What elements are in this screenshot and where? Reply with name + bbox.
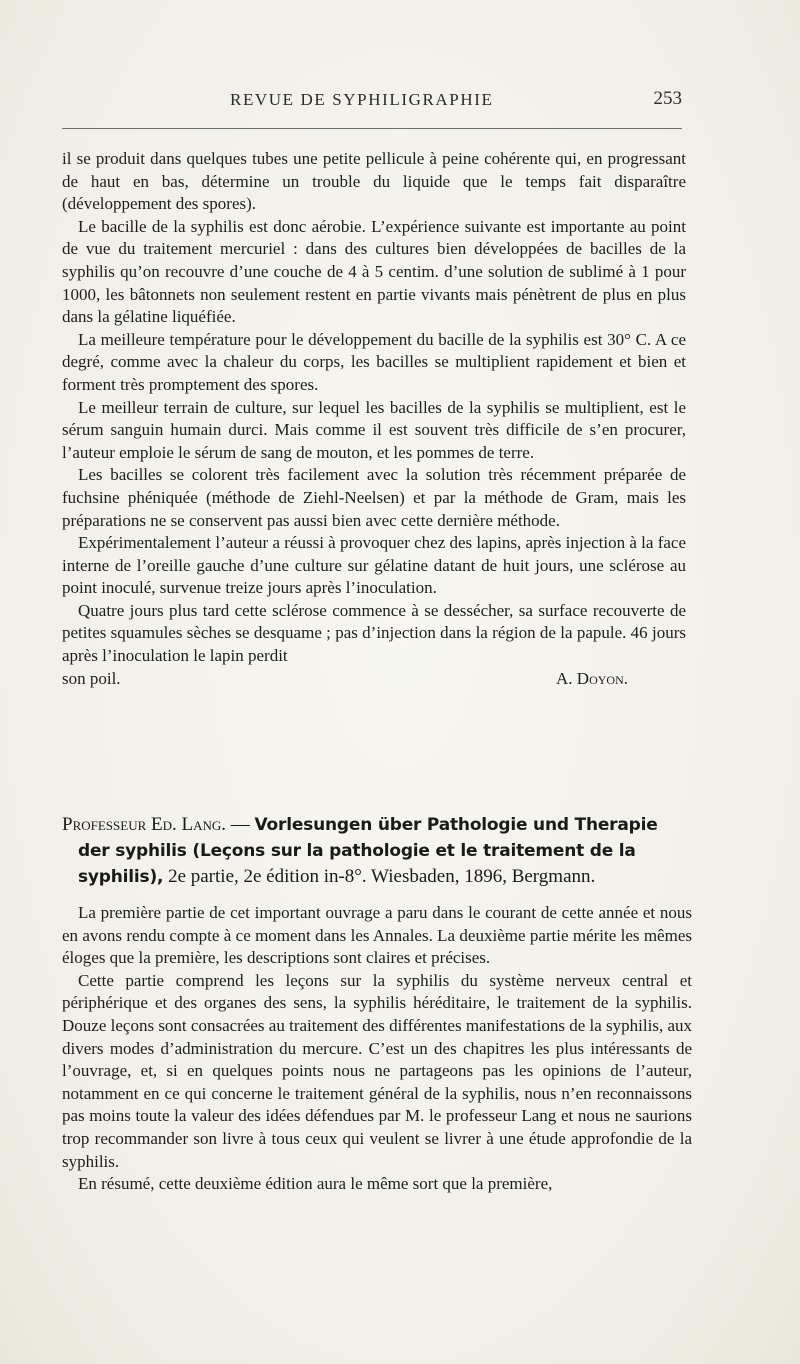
review-heading — [62, 812, 692, 890]
article-paragraph: Quatre jours plus tard cette sclérose commence à se dessécher, sa surface recouverte de petites squamules sèches se desquame ; pas d’injection dans la région de la papule. 46 jours après l’inoculation le lapin perdit — [62, 600, 686, 666]
review-body — [62, 902, 692, 1196]
article-last-line: son poil. — [62, 668, 121, 688]
review-author: Professeur Ed. Lang. — — [62, 814, 250, 835]
page-header — [62, 90, 682, 114]
article-paragraph: Expérimentalement l’auteur a réussi à provoquer chez des lapins, après injection à la face interne de l’oreille gauche d’une culture sur gélatine datant de huit jours, une sclérose au point inoculé, survenue treize jours après l’inoculation. — [62, 533, 686, 598]
article-signoff — [62, 668, 686, 691]
article-paragraph: il se produit dans quelques tubes une petite pellicule à peine cohérente qui, en progressant de haut en bas, détermine un trouble du liquide que le temps fait disparaître (développement des spores). — [62, 149, 686, 214]
header-rule — [62, 128, 682, 129]
article-paragraph: Le meilleur terrain de culture, sur lequel les bacilles de la syphilis se multiplient, est le sérum sanguin humain durci. Mais comme il est souvent très difficile de s’en procurer, l’auteur emploie le sérum de sang de mouton, et les pommes de terre. — [62, 397, 686, 462]
review-paragraph: La première partie de cet important ouvrage a paru dans le courant de cette année et nous en avons rendu compte à ce moment dans les Annales. La deuxième partie mérite les mêmes éloges que la première, les descriptions sont claires et précises. — [62, 903, 692, 968]
article-paragraph: Le bacille de la syphilis est donc aérobie. L’expérience suivante est importante au point de vue du traitement mercuriel : dans des cultures bien développées de bacilles de la syphilis qu’on recouvre d’une couche de 4 à 5 centim. d’une solution de sublimé à 1 pour 1000, les bâtonnets non seulement restent en partie vivants mais pénètrent de plus en plus dans la gélatine liquéfiée. — [62, 216, 686, 327]
review-paragraph: Cette partie comprend les leçons sur la syphilis du système nerveux central et périphérique et des organes des sens, la syphilis héréditaire, le traitement de la syphilis. Douze leçons sont consacrées au traitement des différentes manifestations de la syphilis, aux divers modes d’administration du mercure. C’est un des chapitres les plus intéressants de l’ouvrage, et, si en quelques points nous ne partageons pas les opinions de l’auteur, notamment en ce qui concerne le traitement général de la syphilis, nous n’en reconnaissons pas moins toute la valeur des idées défendues par M. le professeur Lang et nous ne saurions trop recommander son livre à tous ceux qui veulent se livrer à une étude approfondie de la syphilis. — [62, 970, 692, 1171]
author-signature: A. Doyon. — [556, 668, 628, 688]
article-body — [62, 148, 686, 690]
review-book-title: Vorlesungen über Pathologie und Therapie der syphilis (Leçons sur la pathologie et le traitement de la syphilis), — [78, 815, 658, 887]
review-edition: 2e partie, 2e édition in-8°. Wiesbaden, 1896, Bergmann. — [168, 866, 596, 887]
review-paragraph: En résumé, cette deuxième édition aura le même sort que la première, — [78, 1174, 553, 1194]
running-title: REVUE DE SYPHILIGRAPHIE — [230, 90, 494, 109]
book-review — [62, 812, 692, 1196]
page-number: 253 — [653, 88, 682, 109]
article-paragraph: Les bacilles se colorent très facilement avec la solution très récemment préparée de fuchsine phéniquée (méthode de Ziehl-Neelsen) et par la méthode de Gram, mais les préparations ne se conservent pas aussi bien avec cette dernière méthode. — [62, 465, 686, 530]
article-paragraph: La meilleure température pour le développement du bacille de la syphilis est 30° C. A ce degré, comme avec la chaleur du corps, les bacilles se multiplient rapidement et bien et forment très promptement des spores. — [62, 329, 686, 394]
